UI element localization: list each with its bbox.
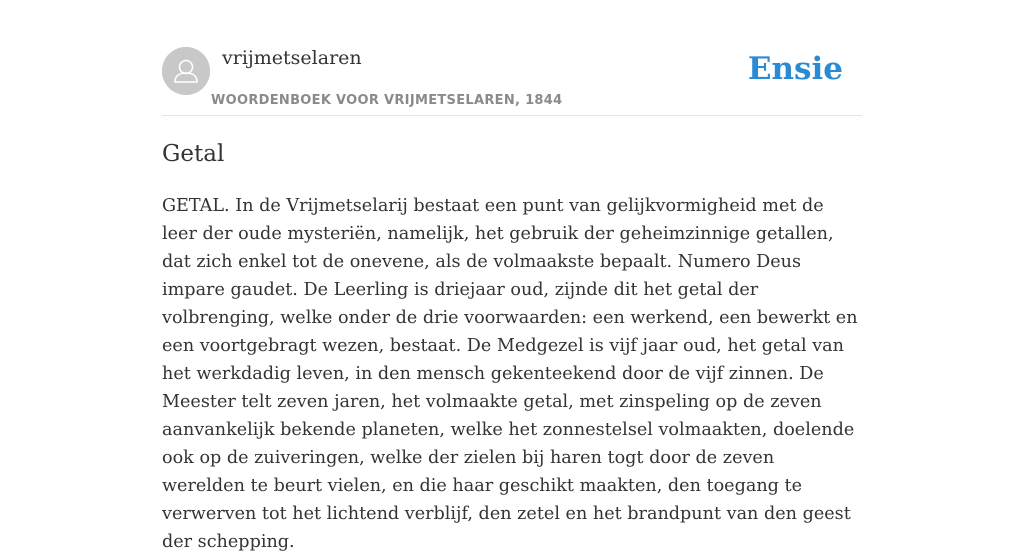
- card-header: [162, 0, 862, 116]
- source-label[interactable]: WOORDENBOEK VOOR VRIJMETSELAREN, 1844: [211, 93, 563, 108]
- user-avatar-icon[interactable]: [162, 47, 210, 95]
- author-name[interactable]: vrijmetselaren: [222, 47, 362, 69]
- ensie-logo[interactable]: Ensie: [747, 51, 843, 87]
- definition-text: GETAL. In de Vrijmetselarij bestaat een punt van gelijkvormigheid met de leer der oude mysteriën, namelijk, het gebruik der geheimzinnige getallen, dat zich enkel tot de onevene, als de volmaakste bepaalt. Numero Deus impare gaudet. De Leerling is driejaar oud, zijnde dit het getal der volbrenging, welke onder de drie voorwaarden: een werkend, een bewerkt en een voortgebragt wezen, bestaat. De Medgezel is vijf jaar oud, het getal van het werkdadig leven, in den mensch gekenteekend door de vijf zinnen. De Meester telt zeven jaren, het volmaakte getal, met zinspeling op de zeven aanvankelijk bekende planeten, welke het zonnestelsel volmaakten, doelende ook op de zuiveringen, welke der zielen bij haren togt door de zeven werelden te beurt vielen, en die haar geschikt maakten, den toegang te verwerven tot het lichtend verblijf, den zetel en het brandpunt van den geest der schepping.: [162, 196, 858, 552]
- person-outline-icon: [162, 47, 210, 95]
- definition-card: [162, 0, 862, 552]
- page-title: Getal: [162, 141, 225, 167]
